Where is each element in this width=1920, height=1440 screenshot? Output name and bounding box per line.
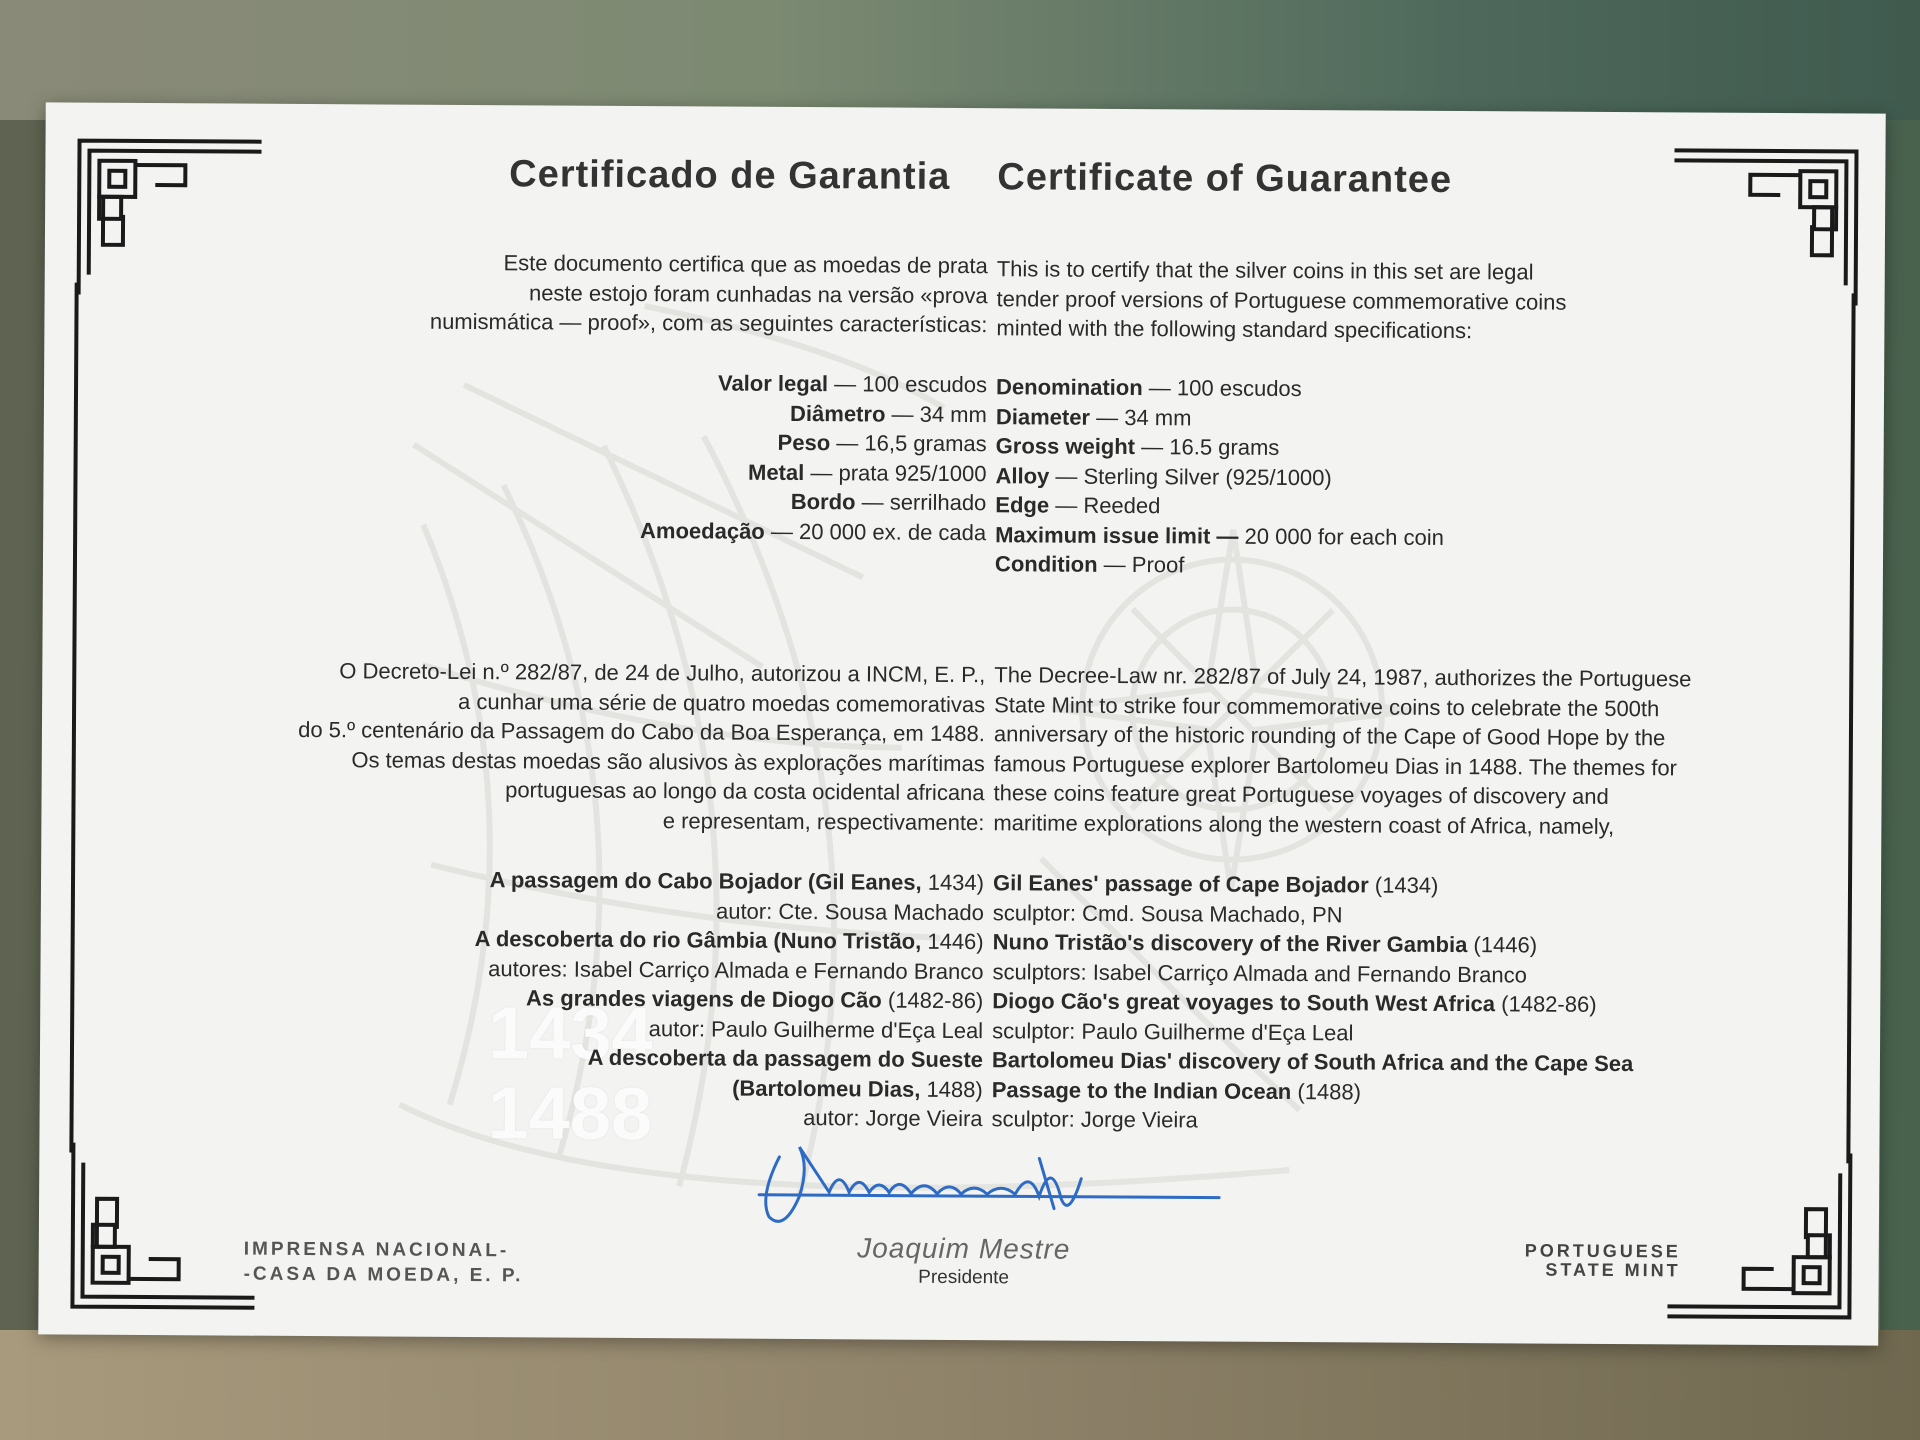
en-spec-row: Maximum issue limit — 20 000 for each coin bbox=[995, 521, 1445, 550]
en-spec-row: Denomination — 100 escudos bbox=[995, 374, 1302, 402]
en-intro-line: This is to certify that the silver coins in this set are legal bbox=[996, 256, 1534, 285]
corner-ornament-bottom-left bbox=[68, 1143, 259, 1314]
pt-decree-line: e representam, respectivamente: bbox=[662, 807, 985, 835]
background-right bbox=[1880, 120, 1920, 1350]
en-coin-title: Diogo Cão's great voyages to South West Africa (1482-86) bbox=[992, 988, 1597, 1017]
en-coin-title: Bartolomeu Dias' discovery of South Africa and the Cape Sea bbox=[991, 1047, 1634, 1077]
mint-name-portuguese bbox=[244, 1237, 524, 1289]
en-intro-line: minted with the following standard specifications: bbox=[996, 315, 1473, 344]
mint-name-english bbox=[1481, 1241, 1681, 1280]
corner-ornament-bottom-right bbox=[1663, 1152, 1854, 1323]
pt-spec-row: Peso — 16,5 gramas bbox=[777, 429, 987, 457]
pt-coin-author: autores: Isabel Carriço Almada e Fernando Branco bbox=[488, 955, 984, 984]
en-decree-line: State Mint to strike four commemorative coins to celebrate the 500th bbox=[994, 691, 1660, 721]
en-spec-row: Diameter — 34 mm bbox=[995, 403, 1192, 430]
en-coin-title: Gil Eanes' passage of Cape Bojador (1434) bbox=[992, 870, 1439, 898]
title-portuguese: Certificado de Garantia bbox=[509, 153, 951, 198]
en-spec-row: Condition — Proof bbox=[994, 551, 1185, 578]
pt-intro-line: Este documento certifica que as moedas de prata bbox=[503, 250, 988, 279]
signer-name: Joaquim Mestre bbox=[857, 1232, 1071, 1265]
en-spec-row: Alloy — Sterling Silver (925/1000) bbox=[995, 462, 1332, 490]
pt-coin-title: As grandes viagens de Diogo Cão (1482-86) bbox=[525, 985, 984, 1014]
en-decree-line: The Decree-Law nr. 282/87 of July 24, 1987, authorizes the Portuguese bbox=[994, 662, 1692, 692]
signer-block bbox=[814, 1232, 1114, 1290]
en-coin-list bbox=[991, 868, 1843, 1139]
pt-decree-line: do 5.º centenário da Passagem do Cabo da Boa Esperança, em 1488. bbox=[298, 716, 986, 747]
certificate-card bbox=[38, 102, 1885, 1345]
pt-decree-line: a cunhar uma série de quatro moedas comemorativas bbox=[458, 688, 986, 717]
en-decree bbox=[993, 660, 1844, 842]
en-coin-author: sculptors: Isabel Carriço Almada and Fernando Branco bbox=[992, 958, 1527, 987]
pt-coin-author: autor: Jorge Vieira bbox=[803, 1105, 983, 1132]
pt-coin-title: A descoberta da passagem do Sueste bbox=[587, 1044, 984, 1073]
en-coin-title: Nuno Tristão's discovery of the River Gambia (1446) bbox=[992, 929, 1538, 958]
en-decree-line: anniversary of the historic rounding of the Cape of Good Hope by the bbox=[993, 721, 1666, 751]
pt-coin-author: autor: Cte. Sousa Machado bbox=[715, 898, 984, 925]
watermark-year-1488: 1488 bbox=[487, 1071, 653, 1156]
mint-pt-line: -CASA DA MOEDA, E. P. bbox=[243, 1263, 524, 1287]
background-bottom bbox=[0, 1330, 1920, 1440]
pt-spec-row: Metal — prata 925/1000 bbox=[747, 459, 987, 486]
pt-intro-line: numismática — proof», com as seguintes características: bbox=[429, 308, 988, 338]
en-intro bbox=[996, 254, 1847, 348]
pt-coin-author: autor: Paulo Guilherme d'Eça Leal bbox=[648, 1015, 984, 1043]
pt-specifications bbox=[133, 365, 987, 547]
pt-spec-row: Valor legal — 100 escudos bbox=[717, 370, 988, 398]
en-specifications bbox=[995, 372, 1846, 584]
pt-spec-row: Diâmetro — 34 mm bbox=[789, 400, 987, 427]
pt-decree-line: portuguesas ao longo da costa ocidental africana bbox=[505, 777, 985, 806]
pt-coin-list bbox=[130, 863, 985, 1134]
mint-en-line: PORTUGUESE bbox=[1524, 1240, 1681, 1262]
pt-coin-title: A passagem do Cabo Bojador (Gil Eanes, 1434) bbox=[489, 867, 985, 896]
pt-spec-row: Amoedação — 20 000 ex. de cada bbox=[640, 517, 987, 545]
mint-pt-line: IMPRENSA NACIONAL- bbox=[243, 1238, 510, 1262]
watermark-year-1434: 1434 bbox=[487, 991, 653, 1076]
title-english: Certificate of Guarantee bbox=[997, 156, 1453, 201]
pt-coin-title: A descoberta do rio Gâmbia (Nuno Tristão, 1446) bbox=[474, 926, 984, 955]
en-decree-line: these coins feature great Portuguese voyages of discovery and bbox=[993, 780, 1609, 809]
en-decree-line: maritime explorations along the western coast of Africa, namely, bbox=[993, 809, 1615, 839]
signer-role: Presidente bbox=[918, 1266, 1010, 1289]
pt-intro-line: neste estojo foram cunhadas na versão «prova bbox=[528, 279, 988, 308]
en-spec-row: Edge — Reeded bbox=[995, 492, 1161, 519]
en-coin-author: sculptor: Jorge Vieira bbox=[991, 1106, 1198, 1133]
pt-intro bbox=[134, 246, 988, 340]
en-intro-line: tender proof versions of Portuguese commemorative coins bbox=[996, 285, 1567, 315]
en-coin-author: sculptor: Paulo Guilherme d'Eça Leal bbox=[992, 1017, 1354, 1045]
pt-decree-line: Os temas destas moedas são alusivos às explorações marítimas bbox=[351, 746, 985, 776]
en-coin-author: sculptor: Cmd. Sousa Machado, PN bbox=[992, 899, 1343, 927]
pt-coin-title: (Bartolomeu Dias, 1488) bbox=[732, 1075, 983, 1102]
pt-decree-line: O Decreto-Lei n.º 282/87, de 24 de Julho, autorizou a INCM, E. P., bbox=[339, 658, 986, 688]
en-spec-row: Gross weight — 16.5 grams bbox=[995, 433, 1280, 460]
en-coin-title: Passage to the Indian Ocean (1488) bbox=[991, 1076, 1362, 1104]
en-decree-line: famous Portuguese explorer Bartolomeu Dias in 1488. The themes for bbox=[993, 750, 1678, 780]
pt-spec-row: Bordo — serrilhado bbox=[790, 488, 987, 516]
pt-decree bbox=[131, 655, 985, 837]
mint-en-line: STATE MINT bbox=[1545, 1259, 1681, 1281]
